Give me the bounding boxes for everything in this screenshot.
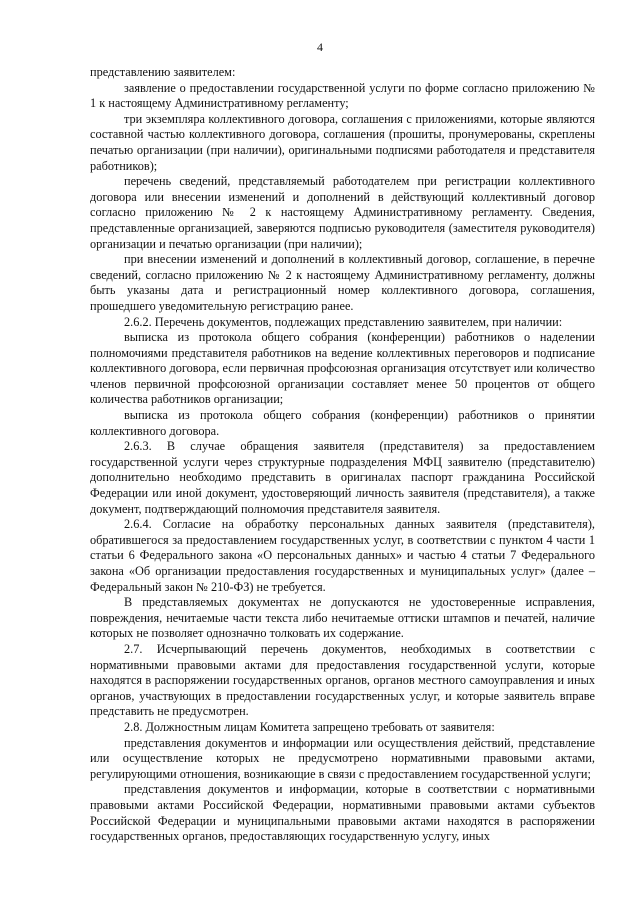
paragraph: В представляемых документах не допускаются не удостоверенные исправления, повреждения, нечитаемые части текста либо нечитаемые оттиски штампов и печатей, наличие которых не позволяет однозначно толковать их содержание. [90, 595, 595, 641]
paragraph-continuation: представлению заявителем: [90, 65, 236, 79]
paragraph: при внесении изменений и дополнений в коллективный договор, соглашение, в перечне сведений, согласно приложению № 2 к настоящему Административному регламенту, должны быть указаны дата и регистрационный номер коллективного договора, соглашения, прошедшего уведомительную регистрацию ранее. [90, 252, 595, 313]
document-body [90, 65, 595, 845]
paragraph: выписка из протокола общего собрания (конференции) работников о наделении полномочиями представителя работников на ведение коллективных переговоров и подписание коллективного договора, если первичная профсоюзная организация отсутствует или количество членов первичной профсоюзной организации составляет менее 50 процентов от общего количества работников организации; [90, 330, 595, 407]
paragraph: заявление о предоставлении государственной услуги по форме согласно приложению № 1 к настоящему Административному регламенту; [90, 80, 595, 111]
paragraph: три экземпляра коллективного договора, соглашения с приложениями, которые являются составной частью коллективного договора, соглашения (прошиты, пронумерованы, скреплены печатью организации (при наличии), оригинальными подписями работодателя и представителя работников); [90, 111, 595, 173]
page-number: 4 [317, 40, 323, 54]
paragraph: представления документов и информации или осуществления действий, представление или осуществление которых не предусмотрено нормативными правовыми актами, регулирующими отношения, возникающие в связи с предоставлением государственной услуги; [90, 735, 595, 781]
paragraph: 2.6.2. Перечень документов, подлежащих представлению заявителем, при наличии: [124, 314, 563, 329]
paragraph: перечень сведений, представляемый работодателем при регистрации коллективного договора или внесении изменений и дополнений в действующий коллективный договор согласно приложению № 2 к настоящему Административному регламенту. Сведения, представленные организацией, заверяются подписью руководителя (заместителя руководителя) организации и печатью организации (при наличии); [90, 174, 595, 251]
paragraph: представления документов и информации, которые в соответствии с нормативными правовыми актами Российской Федерации, нормативными правовыми актами субъектов Российской Федерации и муниципальными правовыми актами находятся в распоряжении государственных органов, предоставляющих государственную услугу, иных [90, 782, 595, 844]
paragraph: выписка из протокола общего собрания (конференции) работников о принятии коллективного договора. [90, 408, 595, 438]
paragraph: 2.7. Исчерпывающий перечень документов, необходимых в соответствии с нормативными правовыми актами для предоставления государственной услуги, которые находятся в распоряжении государственных органов, органов местного самоуправления и иных органов, участвующих в предоставлении государственных услуг, и которые заявитель вправе представить не предусмотрен. [90, 641, 595, 719]
paragraph: 2.6.3. В случае обращения заявителя (представителя) за предоставлением государственной услуги через структурные подразделения МФЦ заявителю (представителю) дополнительно необходимо представить в оригиналах паспорт гражданина Российской Федерации или иной документ, удостоверяющий личность заявителя (представителя), а также документ, подтверждающий полномочия представителя заявителя. [90, 439, 595, 516]
paragraph: 2.8. Должностным лицам Комитета запрещено требовать от заявителя: [124, 719, 495, 734]
paragraph: 2.6.4. Согласие на обработку персональных данных заявителя (представителя), обратившегося за предоставлением государственных услуг, в соответствии с пунктом 4 части 1 статьи 6 Федерального закона «О персональных данных» и частью 4 статьи 7 Федерального закона «Об организации предоставления государственных и муниципальных услуг» (далее – Федеральный закон № 210-ФЗ) не требуется. [90, 517, 595, 594]
